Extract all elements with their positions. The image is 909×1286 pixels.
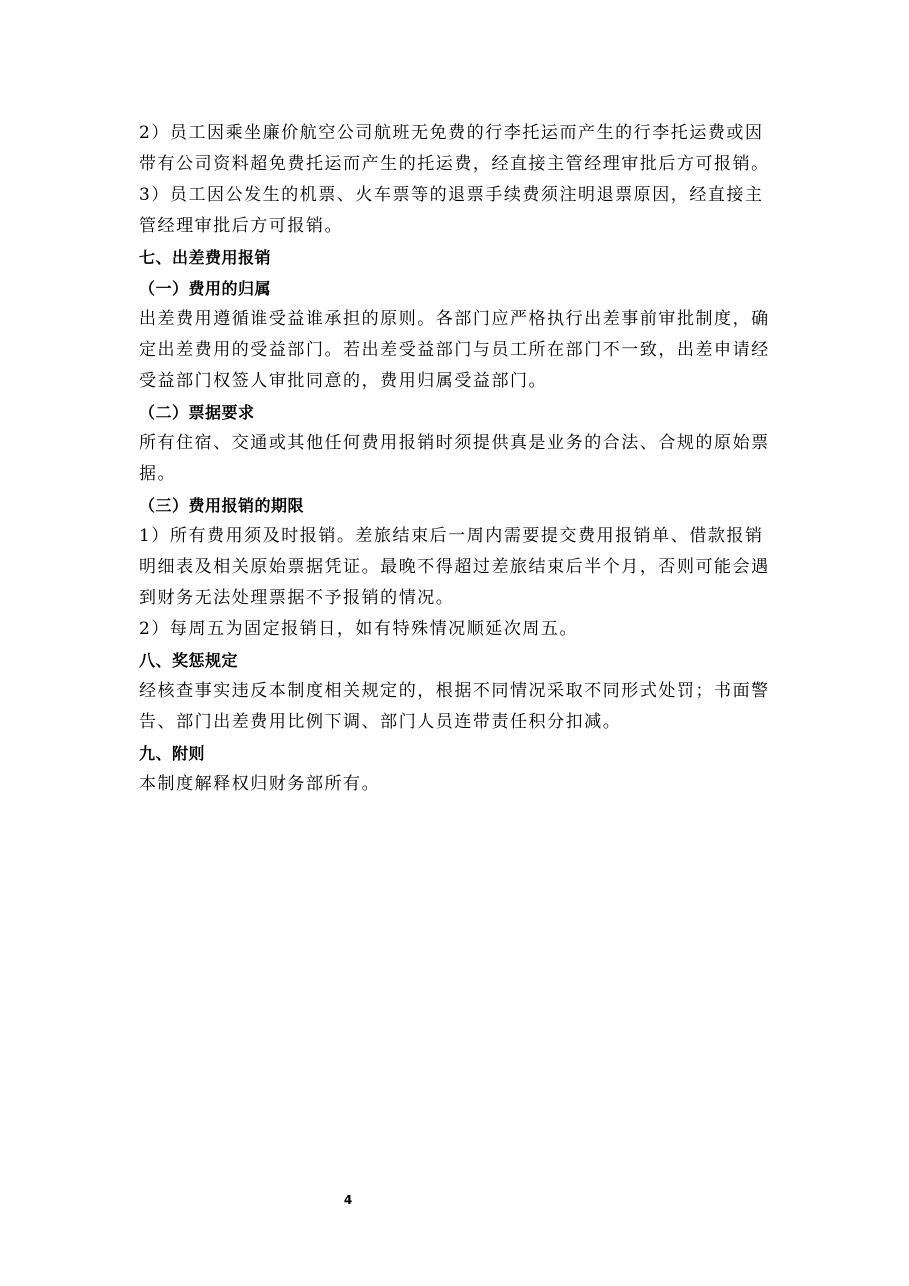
page-number: 4 — [343, 1193, 353, 1207]
paragraph: 本制度解释权归财务部所有。 — [139, 774, 381, 794]
paragraph: 经核查事实违反本制度相关规定的，根据不同情况采取不同形式处罚；书面警告、部门出差费用比例下调、部门人员连带责任积分扣减。 — [139, 681, 770, 732]
document-body — [139, 118, 779, 800]
subsection-heading: （三）费用报销的期限 — [139, 496, 305, 515]
paragraph: 2）员工因乘坐廉价航空公司航班无免费的行李托运而产生的行李托运费或因带有公司资料超免费托运而产生的托运费，经直接主管经理审批后方可报销。 — [139, 123, 770, 174]
section-heading: 七、出差费用报销 — [139, 248, 272, 267]
section-heading: 九、附则 — [139, 744, 206, 763]
paragraph: 出差费用遵循谁受益谁承担的原则。各部门应严格执行出差事前审批制度，确定出差费用的受益部门。若出差受益部门与员工所在部门不一致，出差申请经受益部门权签人审批同意的，费用归属受益部门。 — [139, 309, 770, 391]
paragraph: 1）所有费用须及时报销。差旅结束后一周内需要提交费用报销单、借款报销明细表及相关原始票据凭证。最晚不得超过差旅结束后半个月，否则可能会遇到财务无法处理票据不予报销的情况。 — [139, 526, 770, 608]
paragraph: 所有住宿、交通或其他任何费用报销时须提供真是业务的合法、合规的原始票据。 — [139, 433, 770, 484]
subsection-heading: （二）票据要求 — [139, 403, 255, 422]
subsection-heading: （一）费用的归属 — [139, 279, 272, 298]
section-heading: 八、奖惩规定 — [139, 651, 239, 670]
paragraph: 2）每周五为固定报销日，如有特殊情况顺延次周五。 — [139, 619, 579, 639]
paragraph: 3）员工因公发生的机票、火车票等的退票手续费须注明退票原因，经直接主管经理审批后方可报销。 — [139, 185, 764, 236]
